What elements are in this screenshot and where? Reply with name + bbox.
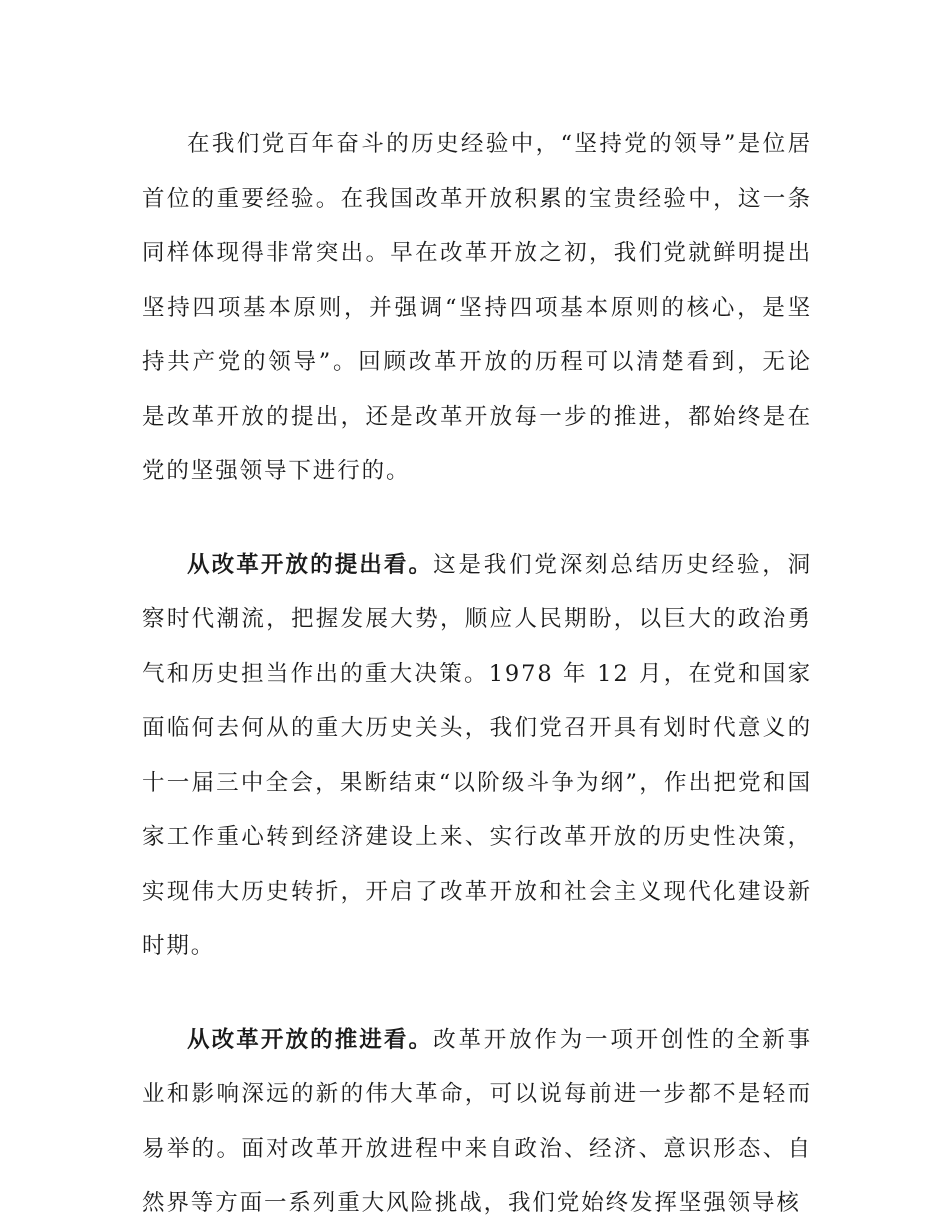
paragraph-advancement	[142, 1013, 812, 1231]
paragraph-proposal-text: 这是我们党深刻总结历史经验，洞察时代潮流，把握发展大势，顺应人民期盼，以巨大的政治勇气和历史担当作出的重大决策。1978 年 12 月，在党和国家面临何去何从的重大历史关头，我们党召开具有划时代意义的十一届三中全会，果断结束“以阶级斗争为纲”，作出把党和国家工作重心转到经济建设上来、实行改革开放的历史性决策，实现伟大历史转折，开启了改革开放和社会主义现代化建设新时期。	[142, 551, 812, 959]
paragraph-proposal-heading: 从改革开放的提出看。	[187, 551, 434, 578]
paragraph-advancement-heading: 从改革开放的推进看。	[187, 1026, 434, 1053]
paragraph-proposal	[142, 538, 812, 974]
paragraph-advancement-text: 改革开放作为一项开创性的全新事业和影响深远的新的伟大革命，可以说每前进一步都不是轻而易举的。面对改革开放进程中来自政治、经济、意识形态、自然界等方面一系列重大风险挑战，我们党始终发挥坚强领导核	[142, 1026, 812, 1216]
document-body	[142, 117, 812, 1231]
paragraph-intro	[142, 117, 812, 499]
paragraph-intro-text: 在我们党百年奋斗的历史经验中，“坚持党的领导”是位居首位的重要经验。在我国改革开放积累的宝贵经验中，这一条同样体现得非常突出。早在改革开放之初，我们党就鲜明提出坚持四项基本原则，并强调“坚持四项基本原则的核心，是坚持共产党的领导”。回顾改革开放的历程可以清楚看到，无论是改革开放的提出，还是改革开放每一步的推进，都始终是在党的坚强领导下进行的。	[142, 131, 812, 484]
